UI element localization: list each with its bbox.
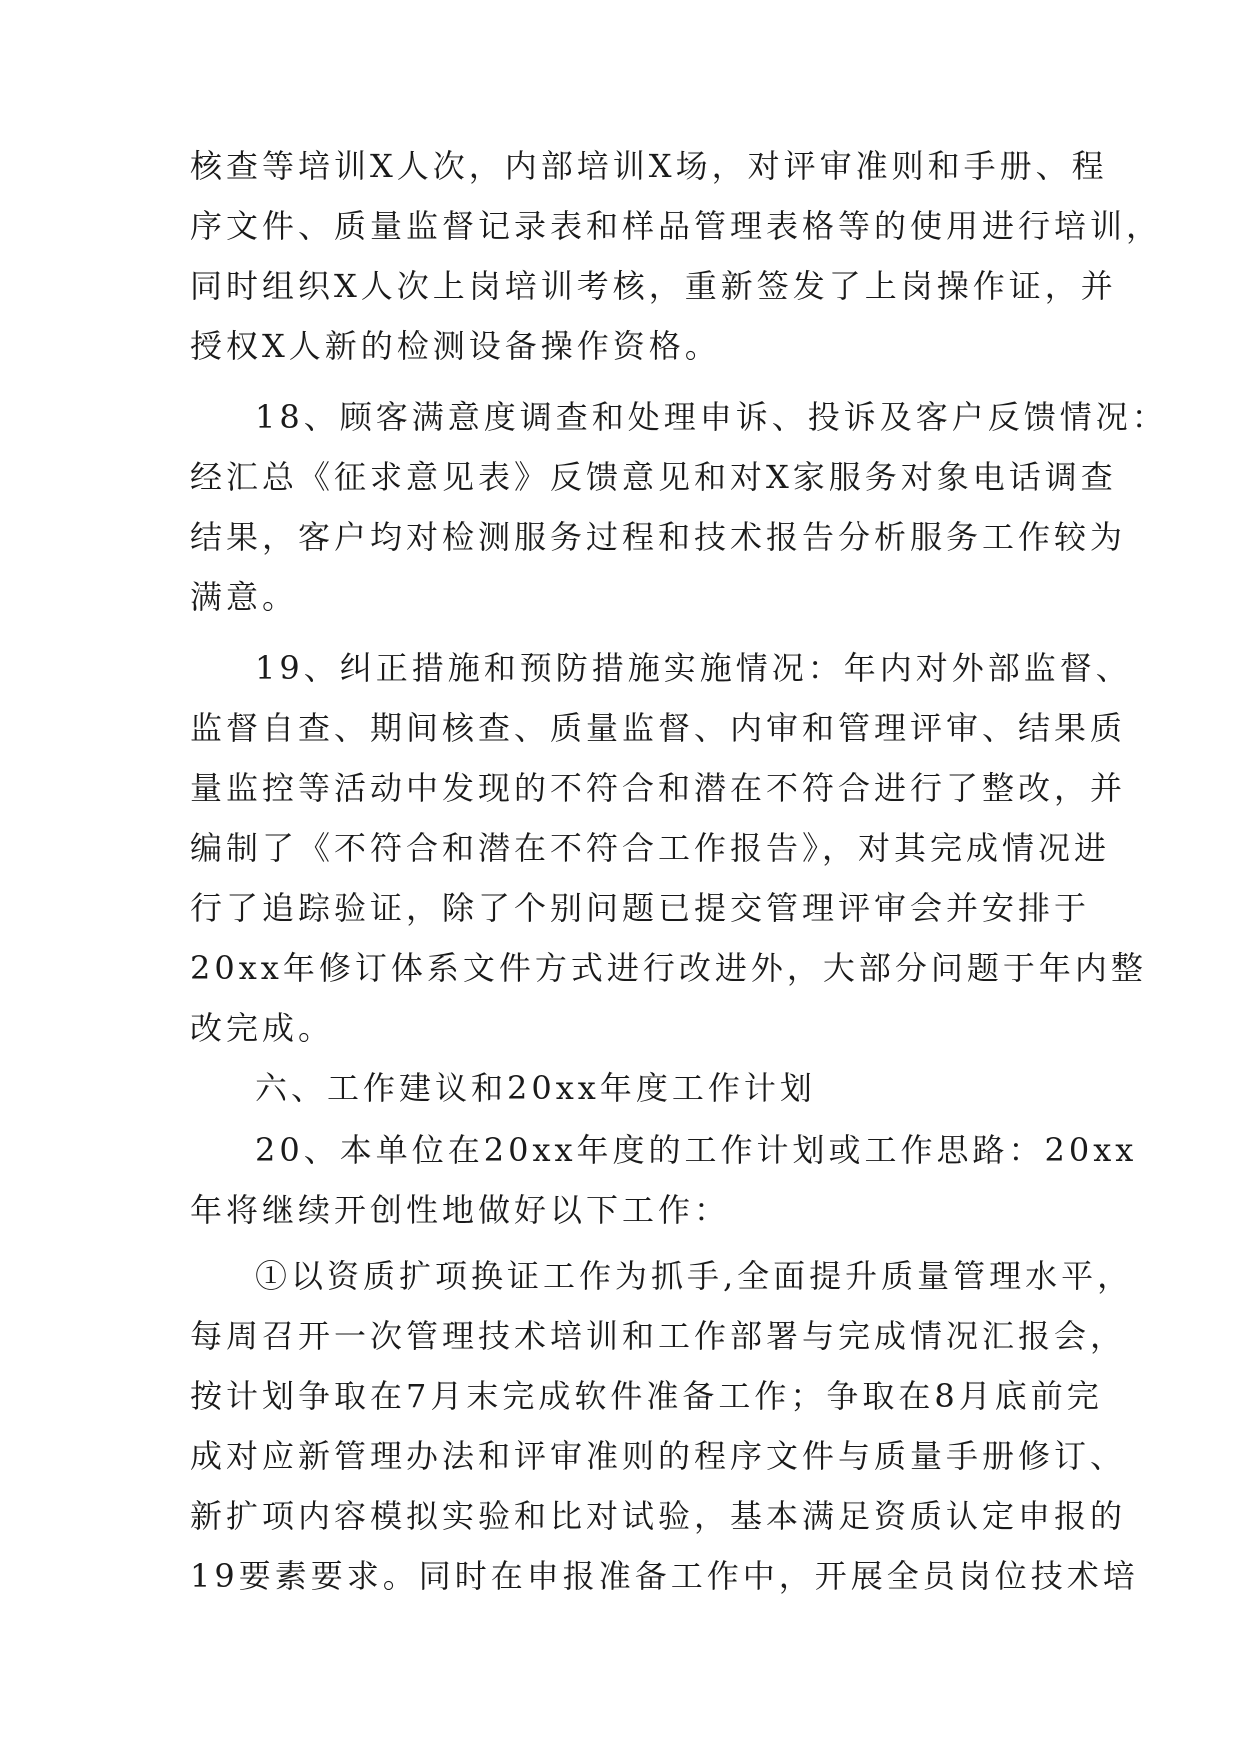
text-line: 结果，客户均对检测服务过程和技术报告分析服务工作较为 [190, 518, 1127, 556]
text-line: 改完成。 [190, 1009, 335, 1047]
text-line: 每周召开一次管理技术培训和工作部署与完成情况汇报会， [190, 1317, 1127, 1355]
text-line: 满意。 [190, 578, 299, 616]
text-line: 量监控等活动中发现的不符合和潜在不符合进行了整改，并 [190, 769, 1127, 807]
text-line: 行了追踪验证，除了个别问题已提交管理评审会并安排于 [190, 889, 1091, 927]
section-six-heading: 六、工作建议和20xx年度工作计划 [255, 1069, 816, 1107]
list-item-1-heading: ①以资质扩项换证工作为抓手,全面提升质量管理水平， [255, 1257, 1134, 1295]
text-line: 按计划争取在7月末完成软件准备工作；争取在8月底前完 [190, 1377, 1103, 1415]
text-line: 核查等培训X人次，内部培训X场，对评审准则和手册、程 [190, 147, 1108, 185]
text-line: 授权X人新的检测设备操作资格。 [190, 327, 721, 365]
paragraph-18-heading: 18、顾客满意度调查和处理申诉、投诉及客户反馈情况： [255, 398, 1168, 436]
text-line: 同时组织X人次上岗培训考核，重新签发了上岗操作证，并 [190, 267, 1117, 305]
text-line: 年将继续开创性地做好以下工作： [190, 1191, 731, 1229]
text-line: 经汇总《征求意见表》反馈意见和对X家服务对象电话调查 [190, 458, 1117, 496]
text-line: 19要素要求。同时在申报准备工作中，开展全员岗位技术培 [190, 1557, 1139, 1595]
paragraph-19-heading: 19、纠正措施和预防措施实施情况：年内对外部监督、 [255, 649, 1132, 687]
text-line: 20xx年修订体系文件方式进行改进外，大部分问题于年内整 [190, 949, 1147, 987]
text-line: 成对应新管理办法和评审准则的程序文件与质量手册修订、 [190, 1437, 1127, 1475]
text-line: 序文件、质量监督记录表和样品管理表格等的使用进行培训， [190, 207, 1163, 245]
text-line: 监督自查、期间核查、质量监督、内审和管理评审、结果质 [190, 709, 1127, 747]
paragraph-20-heading: 20、本单位在20xx年度的工作计划或工作思路：20xx [255, 1131, 1138, 1169]
text-line: 新扩项内容模拟实验和比对试验，基本满足资质认定申报的 [190, 1497, 1127, 1535]
text-line: 编制了《不符合和潜在不符合工作报告》，对其完成情况进 [190, 829, 1111, 867]
